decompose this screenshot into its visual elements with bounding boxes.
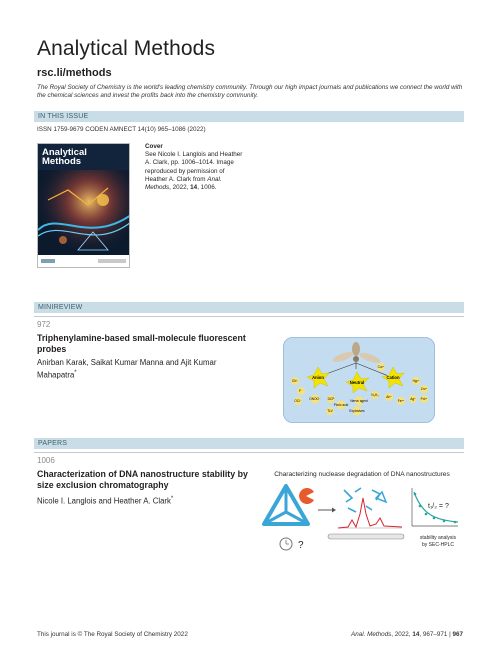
paper-authors: Nicole I. Langlois and Heather A. Clark* bbox=[37, 496, 174, 506]
anion-item: Picric acid bbox=[333, 403, 349, 408]
cover-artwork bbox=[38, 170, 130, 260]
journal-title: Analytical Methods bbox=[37, 37, 216, 60]
paper-title[interactable]: Characterization of DNA nanostructure stability by size exclusion chromatography bbox=[37, 469, 248, 490]
question-mark: ? bbox=[298, 540, 304, 551]
footer-page-number: 967 bbox=[452, 631, 463, 638]
nuclease-icon bbox=[299, 488, 314, 504]
journal-intro: The Royal Society of Chemistry is the world's leading chemistry community. Through our high impact journals and publications we connect the world with the chemical sciences and invest the profits back into the chemistry community. bbox=[37, 84, 463, 100]
paper-figure-caption: Characterizing nuclease degradation of DNA nanostructures bbox=[274, 471, 450, 478]
anion-item: ONOO⁻ bbox=[309, 397, 321, 402]
sec-column bbox=[328, 534, 404, 539]
minireview-title[interactable]: Triphenylamine-based small-molecule fluorescent probes bbox=[37, 333, 246, 354]
analysis-label-1: stability analysis bbox=[419, 535, 457, 541]
cover-label: Cover bbox=[145, 143, 163, 150]
cover-image-title: Analytical Methods bbox=[42, 147, 87, 167]
cover-journal-abbrev: Anal. Methods bbox=[145, 175, 222, 192]
analysis-label-2: by SEC-HPLC bbox=[422, 542, 454, 548]
section-minireview: MINIREVIEW bbox=[34, 302, 464, 313]
cover-description bbox=[145, 143, 245, 192]
chromatogram bbox=[338, 498, 402, 528]
half-life-label: t₁/₂ = ? bbox=[428, 503, 449, 510]
section-in-this-issue: IN THIS ISSUE bbox=[34, 111, 464, 122]
minireview-graphic[interactable] bbox=[283, 337, 435, 423]
cover-text-3: , 2022, bbox=[169, 184, 191, 192]
anion-item: CN⁻ bbox=[291, 379, 299, 384]
cation-item: Pd²⁺ bbox=[420, 397, 428, 402]
minireview-page: 972 bbox=[37, 320, 51, 329]
cation-label: Cation bbox=[386, 375, 400, 380]
divider bbox=[34, 316, 464, 317]
journal-url[interactable]: rsc.li/methods bbox=[37, 67, 112, 79]
page-footer bbox=[37, 631, 463, 638]
anion-item: F⁻ bbox=[299, 389, 303, 394]
cation-item: Ag⁺ bbox=[410, 397, 416, 402]
anion-label: Anion bbox=[312, 375, 324, 380]
cover-footer bbox=[38, 255, 130, 267]
divider bbox=[34, 452, 464, 453]
cover-image[interactable] bbox=[37, 143, 130, 268]
cover-volume: 14 bbox=[190, 184, 198, 192]
cation-item: Hg²⁺ bbox=[412, 379, 420, 384]
section-papers: PAPERS bbox=[34, 438, 464, 449]
anion-item: TLV bbox=[327, 409, 333, 414]
cation-item: Zn²⁺ bbox=[420, 387, 428, 392]
anion-item: OCl⁻ bbox=[294, 399, 302, 404]
issn-line: ISSN 1759-9679 CODEN AMNECT 14(10) 965–1086 (2022) bbox=[37, 126, 206, 133]
cation-item: Cu²⁺ bbox=[377, 365, 385, 370]
cation-item: Fe³⁺ bbox=[397, 399, 405, 404]
anion-item: DCP bbox=[327, 397, 335, 402]
cover-text-4: , 1006. bbox=[197, 184, 217, 192]
neutral-label: Neutral bbox=[349, 380, 365, 385]
neutral-item: N₂H₄ bbox=[371, 393, 379, 398]
paper-page: 1006 bbox=[37, 456, 55, 465]
paper-graphic[interactable] bbox=[262, 468, 462, 553]
minireview-authors: Anirban Karak, Saikat Kumar Manna and Ajit Kumar Mahapatra* bbox=[37, 358, 217, 380]
cover-text-1: See Nicole I. Langlois and Heather A. Clark, pp. 1006–1014. bbox=[145, 151, 243, 167]
neutral-item: Nerve agent bbox=[350, 399, 368, 404]
footer-copyright: This journal is © The Royal Society of Chemistry 2022 bbox=[37, 631, 188, 638]
dna-fragments bbox=[344, 488, 380, 512]
cation-item: Al³⁺ bbox=[386, 395, 392, 400]
cover-text-2: Image reproduced by permission of Heather A. Clark from bbox=[145, 159, 234, 183]
neutral-item: Explosives bbox=[349, 409, 365, 414]
footer-citation: Anal. Methods, 2022, 14, 967–971 | 967 bbox=[351, 631, 463, 638]
